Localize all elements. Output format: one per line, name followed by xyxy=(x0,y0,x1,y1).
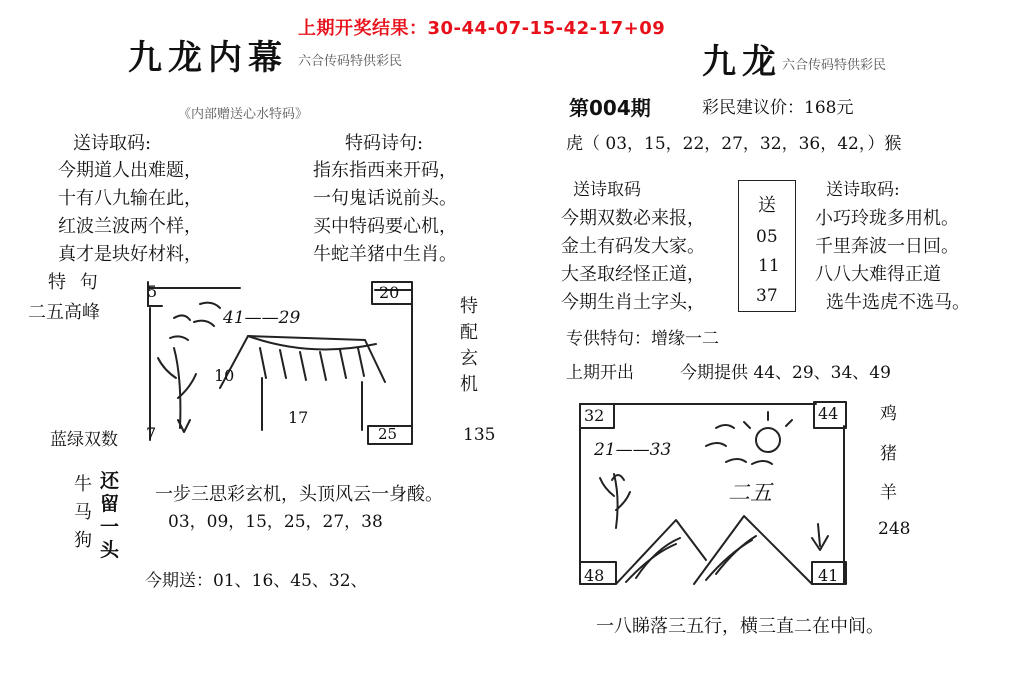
left-poem-label: 送诗取码: xyxy=(73,133,152,154)
right-sketch-25: 二五 xyxy=(728,481,773,506)
right-sketch-corner-tr: 44 xyxy=(818,404,839,423)
left-poem-line-3: 红波兰波两个样， xyxy=(58,216,202,237)
left-huan-4: 头 xyxy=(100,539,120,561)
left-poem-line-1: 今期道人出难题， xyxy=(58,160,202,181)
last-out-label: 上期开出 xyxy=(566,363,634,383)
left-numbers: 03，09，15，25，27，38 xyxy=(168,512,383,532)
left-huan-3: 一 xyxy=(100,516,120,538)
left-sketch-corner-br: 25 xyxy=(378,425,398,443)
left-tejv-label: 特 句 xyxy=(48,272,102,293)
left-huan-1: 还 xyxy=(100,470,120,492)
left-huan-column xyxy=(100,470,119,562)
left-sketch-10: 10 xyxy=(214,366,235,385)
right-poem-line-1: 今期双数必来报， xyxy=(561,208,705,229)
last-draw-result: 上期开奖结果：30-44-07-15-42-17+09 xyxy=(298,18,666,39)
right-sketch-corner-bl: 48 xyxy=(584,566,605,585)
send-box-number-1: 05 xyxy=(756,227,778,247)
right-side-number: 248 xyxy=(878,519,911,539)
send-box-number-3: 37 xyxy=(756,286,778,306)
left-poem-right-line-1: 指东指西来开码， xyxy=(313,160,457,181)
left-huan-2: 留 xyxy=(100,493,120,515)
provide-numbers: 今期提供 44、29、34、49 xyxy=(680,363,891,383)
left-lanlv: 蓝绿双数 xyxy=(50,430,118,450)
right-poem-line-2: 金土有码发大家。 xyxy=(561,236,705,257)
send-box-label: 送 xyxy=(758,195,776,216)
right-side-animal-3: 羊 xyxy=(880,483,897,503)
left-today-send: 今期送：01、16、45、32、 xyxy=(145,571,368,591)
left-saying: 一步三思彩玄机，头顶风云一身酸。 xyxy=(155,484,443,505)
right-poem-line-3: 大圣取经怪正道， xyxy=(561,264,705,285)
right-side-animal-1: 鸡 xyxy=(880,404,897,424)
left-poem-line-2: 十有八九输在此， xyxy=(58,188,202,209)
left-poem-right-label: 特码诗句: xyxy=(345,133,424,154)
left-brand-title: 九龙内幕 xyxy=(128,38,288,78)
left-poem-line-4: 真才是块好材料， xyxy=(58,244,202,265)
left-zodiac-1: 牛 xyxy=(74,474,92,495)
left-poem-right-line-3: 买中特码要心机， xyxy=(313,216,457,237)
left-inner-title: 《内部赠送心水特码》 xyxy=(178,107,309,122)
right-side-animal-2: 猪 xyxy=(880,444,897,464)
left-sketch-range: 41——29 xyxy=(223,308,301,328)
issue-number: 第004期 xyxy=(569,96,651,120)
tiger-monkey-line: 虎（ 03，15，22，27，32，36，42，）猴 xyxy=(566,134,902,154)
right-poem-line-4: 今期生肖土字头， xyxy=(561,292,705,313)
left-side-vertical: 特配玄机 xyxy=(460,296,478,395)
left-brand-subtitle: 六合传码特供彩民 xyxy=(298,54,403,69)
left-poem-right-line-2: 一句鬼话说前头。 xyxy=(313,188,457,209)
left-sketch-corner-bl: 7 xyxy=(146,424,157,443)
right-poem-right-label: 送诗取码: xyxy=(826,180,900,200)
right-poem-right-line-2: 千里奔波一日回。 xyxy=(815,236,959,257)
right-poem-right-line-4: 选牛选虎不选马。 xyxy=(826,292,970,313)
left-zodiac-3: 狗 xyxy=(74,530,92,551)
left-side-number: 135 xyxy=(463,425,496,445)
right-sketch-range: 21——33 xyxy=(594,440,672,460)
left-zodiac-column xyxy=(74,472,92,553)
left-zodiac-2: 马 xyxy=(74,502,92,523)
special-phrase: 专供特句：增缘一二 xyxy=(566,329,719,349)
send-box-number-2: 11 xyxy=(758,256,780,276)
right-bottom-phrase: 一八睇落三五行，横三直二在中间。 xyxy=(596,616,884,637)
right-poem-left-label: 送诗取码 xyxy=(573,180,641,200)
left-sketch-corner-tr: 20 xyxy=(379,283,400,302)
right-brand-title: 九龙 xyxy=(702,42,782,82)
left-sketch-17: 17 xyxy=(288,408,309,427)
right-sketch-corner-br: 41 xyxy=(818,566,839,585)
right-brand-subtitle: 六合传码特供彩民 xyxy=(782,58,887,73)
suggested-price: 彩民建议价：168元 xyxy=(702,98,854,118)
right-hand-drawn-sketch xyxy=(576,398,848,588)
right-sketch-corner-tl: 32 xyxy=(584,406,605,425)
right-poem-right-line-3: 八八大难得正道 xyxy=(815,264,941,285)
right-poem-right-line-1: 小巧玲珑多用机。 xyxy=(815,208,959,229)
left-phrase-25: 二五高峰 xyxy=(28,302,100,323)
left-poem-right-line-4: 牛蛇羊猪中生肖。 xyxy=(313,244,457,265)
left-sketch-corner-tl: 5 xyxy=(147,282,158,301)
